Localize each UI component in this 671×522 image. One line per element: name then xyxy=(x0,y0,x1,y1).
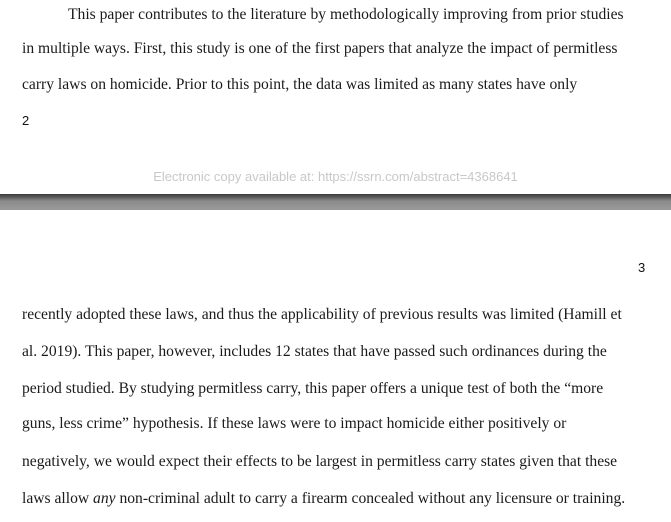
body-text-line: in multiple ways. First, this study is one of the first papers that analyze the impact of permitless xyxy=(22,40,618,57)
body-text-line: This paper contributes to the literature by methodologically improving from prior studies xyxy=(68,6,624,23)
page-number: 2 xyxy=(22,113,30,128)
document-page-3 xyxy=(0,210,671,522)
text-run: non-criminal adult to carry a firearm concealed without any licensure or training. xyxy=(115,490,626,507)
text-run: laws allow xyxy=(22,490,94,507)
body-text-line: guns, less crime” hypothesis. If these laws were to impact homicide either positively or xyxy=(22,415,567,432)
body-text-line: negatively, we would expect their effects to be largest in permitless carry states given that these xyxy=(22,453,618,470)
body-text-line: al. 2019). This paper, however, includes 12 states that have passed such ordinances during the xyxy=(22,343,607,360)
ssrn-footer: Electronic copy available at: https://ssrn.com/abstract=4368641 xyxy=(153,169,518,184)
page-separator xyxy=(0,194,671,210)
body-text-line: period studied. By studying permitless carry, this paper offers a unique test of both the “more xyxy=(22,380,604,397)
page-number: 3 xyxy=(638,260,646,275)
body-text-line: carry laws on homicide. Prior to this point, the data was limited as many states have only xyxy=(22,76,578,93)
emphasized-word: any xyxy=(93,490,116,507)
document-page-2 xyxy=(0,0,671,194)
body-text-line-last xyxy=(22,489,625,509)
body-text-line: recently adopted these laws, and thus the applicability of previous results was limited (Hamill et xyxy=(22,306,622,323)
